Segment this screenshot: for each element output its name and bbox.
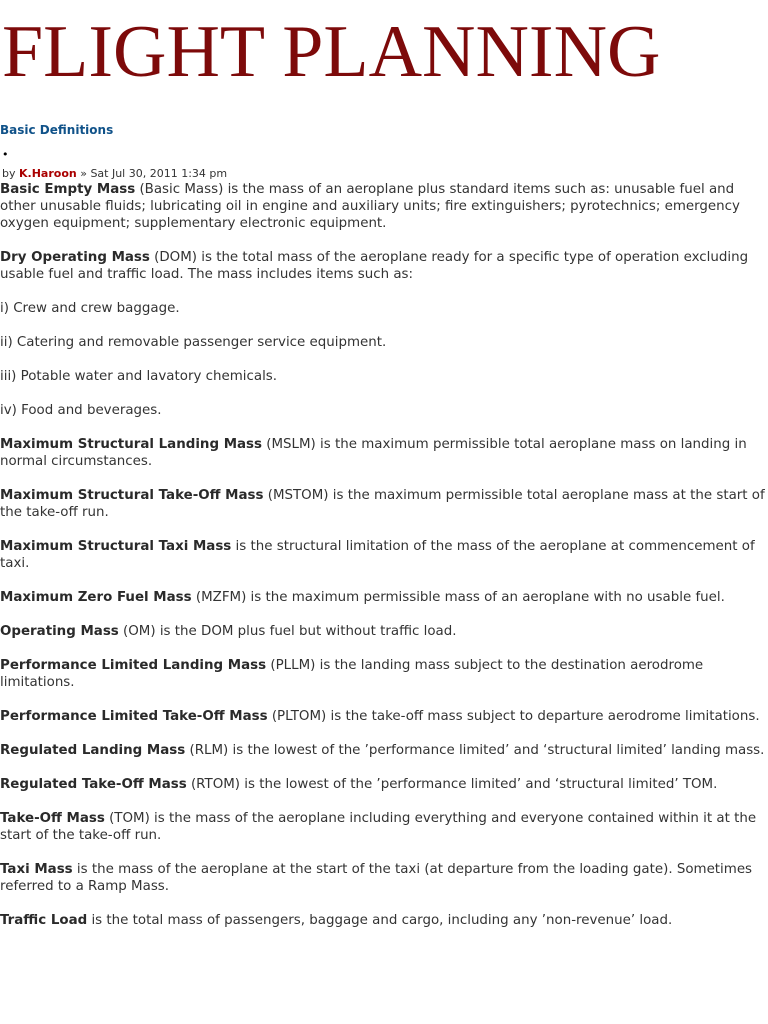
definition-term: Maximum Structural Taxi Mass: [0, 539, 232, 554]
byline-by-prefix: by: [2, 167, 16, 180]
definition-term: Traffic Load: [0, 913, 88, 928]
definition-term: Maximum Zero Fuel Mass: [0, 590, 192, 605]
list-item: [0, 402, 766, 419]
definition-term: Regulated Landing Mass: [0, 743, 186, 758]
definition-text: (RLM) is the lowest of the ’performance limited’ and ‘structural limited’ landing mass.: [185, 743, 765, 758]
definition-text: is the total mass of passengers, baggage and cargo, including any ’non-revenue’ load.: [87, 913, 673, 928]
definition-term: Dry Operating Mass: [0, 250, 150, 265]
definition-text: (OM) is the DOM plus fuel but without traffic load.: [118, 624, 457, 639]
list-item-text: iii) Potable water and lavatory chemicals.: [0, 369, 278, 384]
definition-term: Performance Limited Take-Off Mass: [0, 709, 268, 724]
definition-term: Operating Mass: [0, 624, 119, 639]
definition-text: (PLTOM) is the take-off mass subject to departure aerodrome limitations.: [267, 709, 760, 724]
definition-paragraph: [0, 861, 766, 895]
list-item: [0, 368, 766, 385]
definition-paragraph: [0, 589, 766, 606]
definition-paragraph: [0, 810, 766, 844]
definition-term: Maximum Structural Landing Mass: [0, 437, 262, 452]
page-title: FLIGHT PLANNING: [2, 11, 661, 93]
post-byline: [2, 167, 227, 180]
topic-title-link[interactable]: Basic Definitions: [0, 123, 114, 137]
definition-term: Take-Off Mass: [0, 811, 105, 826]
definition-text: (MZFM) is the maximum permissible mass of an aeroplane with no usable fuel.: [191, 590, 725, 605]
definition-text: (TOM) is the mass of the aeroplane including everything and everyone contained within it at the start of the take-off run.: [0, 811, 757, 843]
author-link[interactable]: K.Haroon: [19, 167, 77, 180]
list-item-text: iv) Food and beverages.: [0, 403, 162, 418]
definition-term: Performance Limited Landing Mass: [0, 658, 267, 673]
definition-text: (PLLM) is the landing mass subject to the destination aerodrome limitations.: [0, 658, 704, 690]
definition-text: (DOM) is the total mass of the aeroplane ready for a specific type of operation excluding usable fuel and traffic load. The mass includes items such as:: [0, 250, 749, 282]
definition-paragraph: [0, 181, 766, 232]
definition-paragraph: [0, 776, 766, 793]
definition-text: is the structural limitation of the mass of the aeroplane at commencement of taxi.: [0, 539, 755, 571]
definition-paragraph: [0, 487, 766, 521]
definition-paragraph: [0, 742, 766, 759]
post-timestamp: Sat Jul 30, 2011 1:34 pm: [90, 167, 228, 180]
definition-paragraph: [0, 538, 766, 572]
definition-term: Taxi Mass: [0, 862, 73, 877]
definition-paragraph: [0, 657, 766, 691]
definition-paragraph: [0, 912, 766, 929]
definition-text: (MSTOM) is the maximum permissible total aeroplane mass at the start of the take-off run.: [0, 488, 765, 520]
list-item: [0, 334, 766, 351]
definition-paragraph: [0, 708, 766, 725]
definition-term: Regulated Take-Off Mass: [0, 777, 187, 792]
definition-paragraph: [0, 436, 766, 470]
definition-text: is the mass of the aeroplane at the start of the taxi (at departure from the loading gate). Sometimes referred to a Ramp Mass.: [0, 862, 753, 894]
definition-text: (MSLM) is the maximum permissible total aeroplane mass on landing in normal circumstances.: [0, 437, 747, 469]
list-item-text: ii) Catering and removable passenger service equipment.: [0, 335, 387, 350]
definition-text: (RTOM) is the lowest of the ’performance limited’ and ‘structural limited’ TOM.: [186, 777, 718, 792]
definition-text: (Basic Mass) is the mass of an aeroplane plus standard items such as: unusable fuel and other unusable fluids; lubricating oil in engine and auxiliary units; fire extinguishers; pyrotechnics; emergency oxygen equipment; supplementary electronic equipment.: [0, 182, 740, 231]
list-item-text: i) Crew and crew baggage.: [0, 301, 180, 316]
post-content: [0, 181, 766, 946]
definition-paragraph: [0, 623, 766, 640]
definition-term: Maximum Structural Take-Off Mass: [0, 488, 264, 503]
byline-separator: »: [80, 167, 87, 180]
list-item: [0, 300, 766, 317]
definition-paragraph: [0, 249, 766, 283]
definition-term: Basic Empty Mass: [0, 182, 136, 197]
post-bullet: •: [2, 148, 9, 161]
